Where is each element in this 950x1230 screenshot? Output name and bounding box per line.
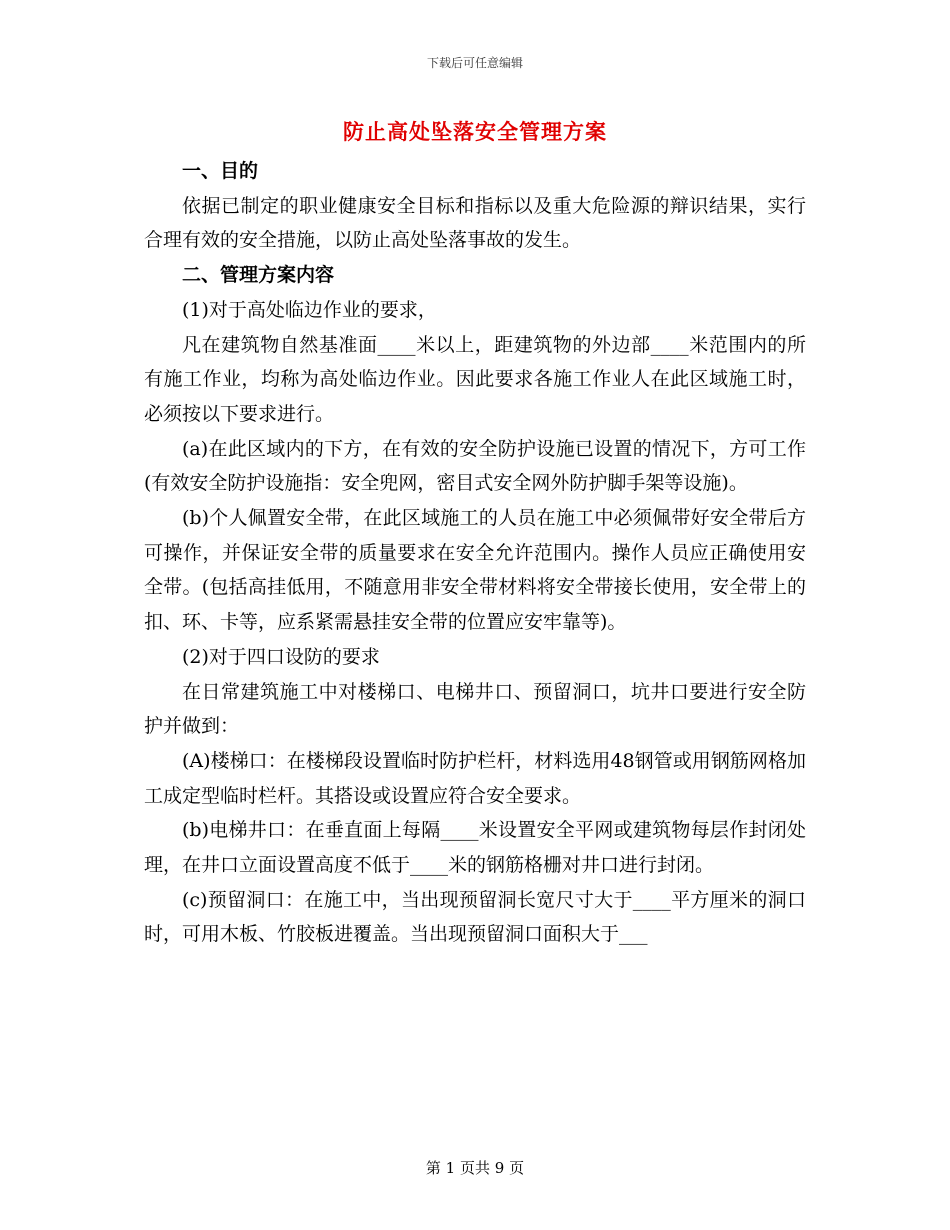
page-header-note: 下载后可任意编辑 bbox=[426, 56, 523, 70]
section-heading-plan: 二、管理方案内容 bbox=[182, 264, 335, 287]
page-number: 第 1 页共 9 页 bbox=[425, 1159, 525, 1177]
paragraph-purpose: 依据已制定的职业健康安全目标和指标以及重大危险源的辩识结果，实行合理有效的安全措施，以防止高处坠落事故的发生。 bbox=[144, 194, 806, 252]
paragraph: (A)楼梯口：在楼梯段设置临时防护栏杆，材料选用48钢管或用钢筋网格加工成定型临时栏杆。其搭设或设置应符合安全要求。 bbox=[144, 749, 806, 807]
section-heading-purpose: 一、目的 bbox=[182, 160, 259, 182]
paragraph: (a)在此区域内的下方，在有效的安全防护设施已设置的情况下，方可工作(有效安全防护设施指：安全兜网，密目式安全网外防护脚手架等设施)。 bbox=[144, 437, 806, 495]
paragraph-item-2: (2)对于四口设防的要求 bbox=[182, 645, 380, 668]
document-title: 防止高处坠落安全管理方案 bbox=[343, 119, 607, 144]
paragraph: (b)电梯井口：在垂直面上每隔____米设置安全平网或建筑物每层作封闭处理，在井口立面设置高度不低于____米的钢筋格栅对井口进行封闭。 bbox=[144, 819, 806, 877]
paragraph-item-1: (1)对于高处临边作业的要求， bbox=[182, 298, 437, 321]
paragraph: 凡在建筑物自然基准面____米以上，距建筑物的外边部____米范围内的所有施工作业，均称为高处临边作业。因此要求各施工作业人在此区域施工时，必须按以下要求进行。 bbox=[144, 333, 806, 425]
document-body bbox=[144, 154, 806, 952]
paragraph: 在日常建筑施工中对楼梯口、电梯井口、预留洞口，坑井口要进行安全防护并做到： bbox=[144, 680, 806, 738]
paragraph: (c)预留洞口：在施工中，当出现预留洞长宽尺寸大于____平方厘米的洞口时，可用木板、竹胶板进覆盖。当出现预留洞口面积大于___ bbox=[144, 888, 806, 946]
paragraph: (b)个人佩置安全带，在此区域施工的人员在施工中必须佩带好安全带后方可操作，并保证安全带的质量要求在安全允许范围内。操作人员应正确使用安全带。(包括高挂低用，不随意用非安全带材料将安全带接长使用，安全带上的扣、环、卡等，应系紧需悬挂安全带的位置应安牢靠等)。 bbox=[144, 507, 806, 634]
